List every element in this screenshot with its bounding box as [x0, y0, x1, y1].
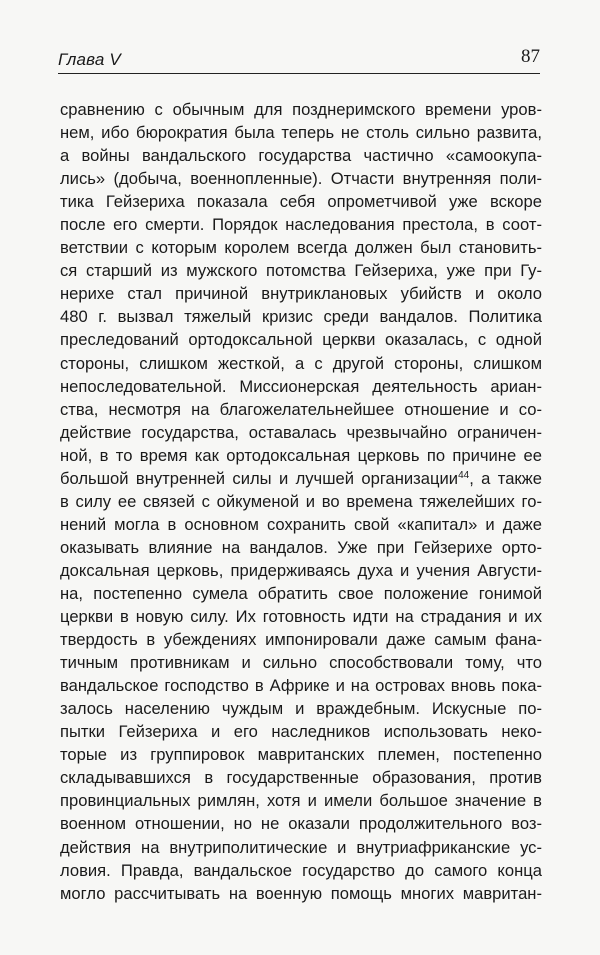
header-rule: [58, 73, 540, 74]
text-line: ся старший из мужского потомства Гейзериха, уже при Гу-: [60, 261, 542, 281]
text-line: 480 г. вызвал тяжелый кризис среди вандалов. Политика: [60, 307, 542, 327]
text-line: нений могла в основном сохранить свой «капитал» и даже: [60, 514, 542, 534]
text-line: оказывать влияние на вандалов. Уже при Гейзерихе орто-: [60, 537, 542, 557]
text-line: военном отношении, но не оказали продолжительного воз-: [60, 814, 542, 834]
text-line: сравнению с обычным для позднеримского времени уров-: [60, 100, 542, 119]
running-head: [58, 46, 540, 72]
text-line: действия на внутриполитические и внутриафриканские ус-: [60, 837, 542, 857]
text-line: пытки Гейзериха и его наследников использовать неко-: [60, 722, 542, 742]
text-line-with-footnote: [60, 467, 542, 490]
text-line: нем, ибо бюрократия была теперь не столь сильно развита,: [60, 123, 542, 143]
text-line: непоследовательной. Миссионерская деятельность ариан-: [60, 376, 542, 396]
text-line: преследований ортодоксальной церкви оказалась, с одной: [60, 330, 542, 350]
text-line: твердость в убеждениях импонировали даже самым фана-: [60, 630, 542, 650]
footnote-reference[interactable]: 44: [458, 469, 470, 481]
text-line: на, постепенно сумела обратить свое положение гонимой: [60, 583, 542, 603]
text-line: действие государства, оставалась чрезвычайно ограничен-: [60, 422, 542, 442]
text-line: залось населению чуждым и враждебным. Искусные по-: [60, 699, 542, 719]
text-line: ловия. Правда, вандальское государство до самого конца: [60, 860, 542, 880]
text-segment: , а также: [469, 468, 543, 488]
text-line: ной, в то время как ортодоксальная церковь по причине ее: [60, 445, 542, 465]
text-line: стороны, слишком жесткой, а с другой стороны, слишком: [60, 353, 542, 373]
text-line: нерихе стал причиной внутриклановых убийств и около: [60, 284, 542, 304]
text-line: складывавшихся в государственные образования, против: [60, 768, 542, 788]
text-segment: большой внутренней силы и лучшей организации: [60, 468, 459, 488]
text-line: церкви в новую силу. Их готовность идти на страдания и их: [60, 607, 542, 627]
text-line: доксальная церковь, придерживаясь духа и учения Августи-: [60, 560, 542, 580]
text-line: тичным противникам и сильно способствовали тому, что: [60, 653, 542, 673]
body-text: [60, 98, 542, 905]
text-line: тика Гейзериха показала себя опрометчивой уже вскоре: [60, 192, 542, 212]
text-line: а войны вандальского государства частично «самоокупа-: [60, 146, 542, 166]
text-line: торые из группировок мавританских племен, постепенно: [60, 745, 542, 765]
chapter-label: Глава V: [58, 50, 121, 69]
page-number: 87: [521, 46, 540, 67]
text-line: провинциальных римлян, хотя и имели большое значение в: [60, 791, 542, 811]
text-line: ства, несмотря на благожелательнейшее отношение и со-: [60, 399, 542, 419]
text-line: после его смерти. Порядок наследования престола, в соот-: [60, 215, 542, 235]
text-line: ветствии с которым королем всегда должен был становить-: [60, 238, 542, 258]
text-line: могло рассчитывать на военную помощь многих мавритан-: [60, 883, 542, 903]
text-line: вандальское господство в Африке и на островах вновь пока-: [60, 676, 542, 696]
text-line: лись» (добыча, военнопленные). Отчасти внутренняя поли-: [60, 169, 542, 189]
text-line: в силу ее связей с ойкуменой и во времена тяжелейших го-: [60, 491, 542, 511]
